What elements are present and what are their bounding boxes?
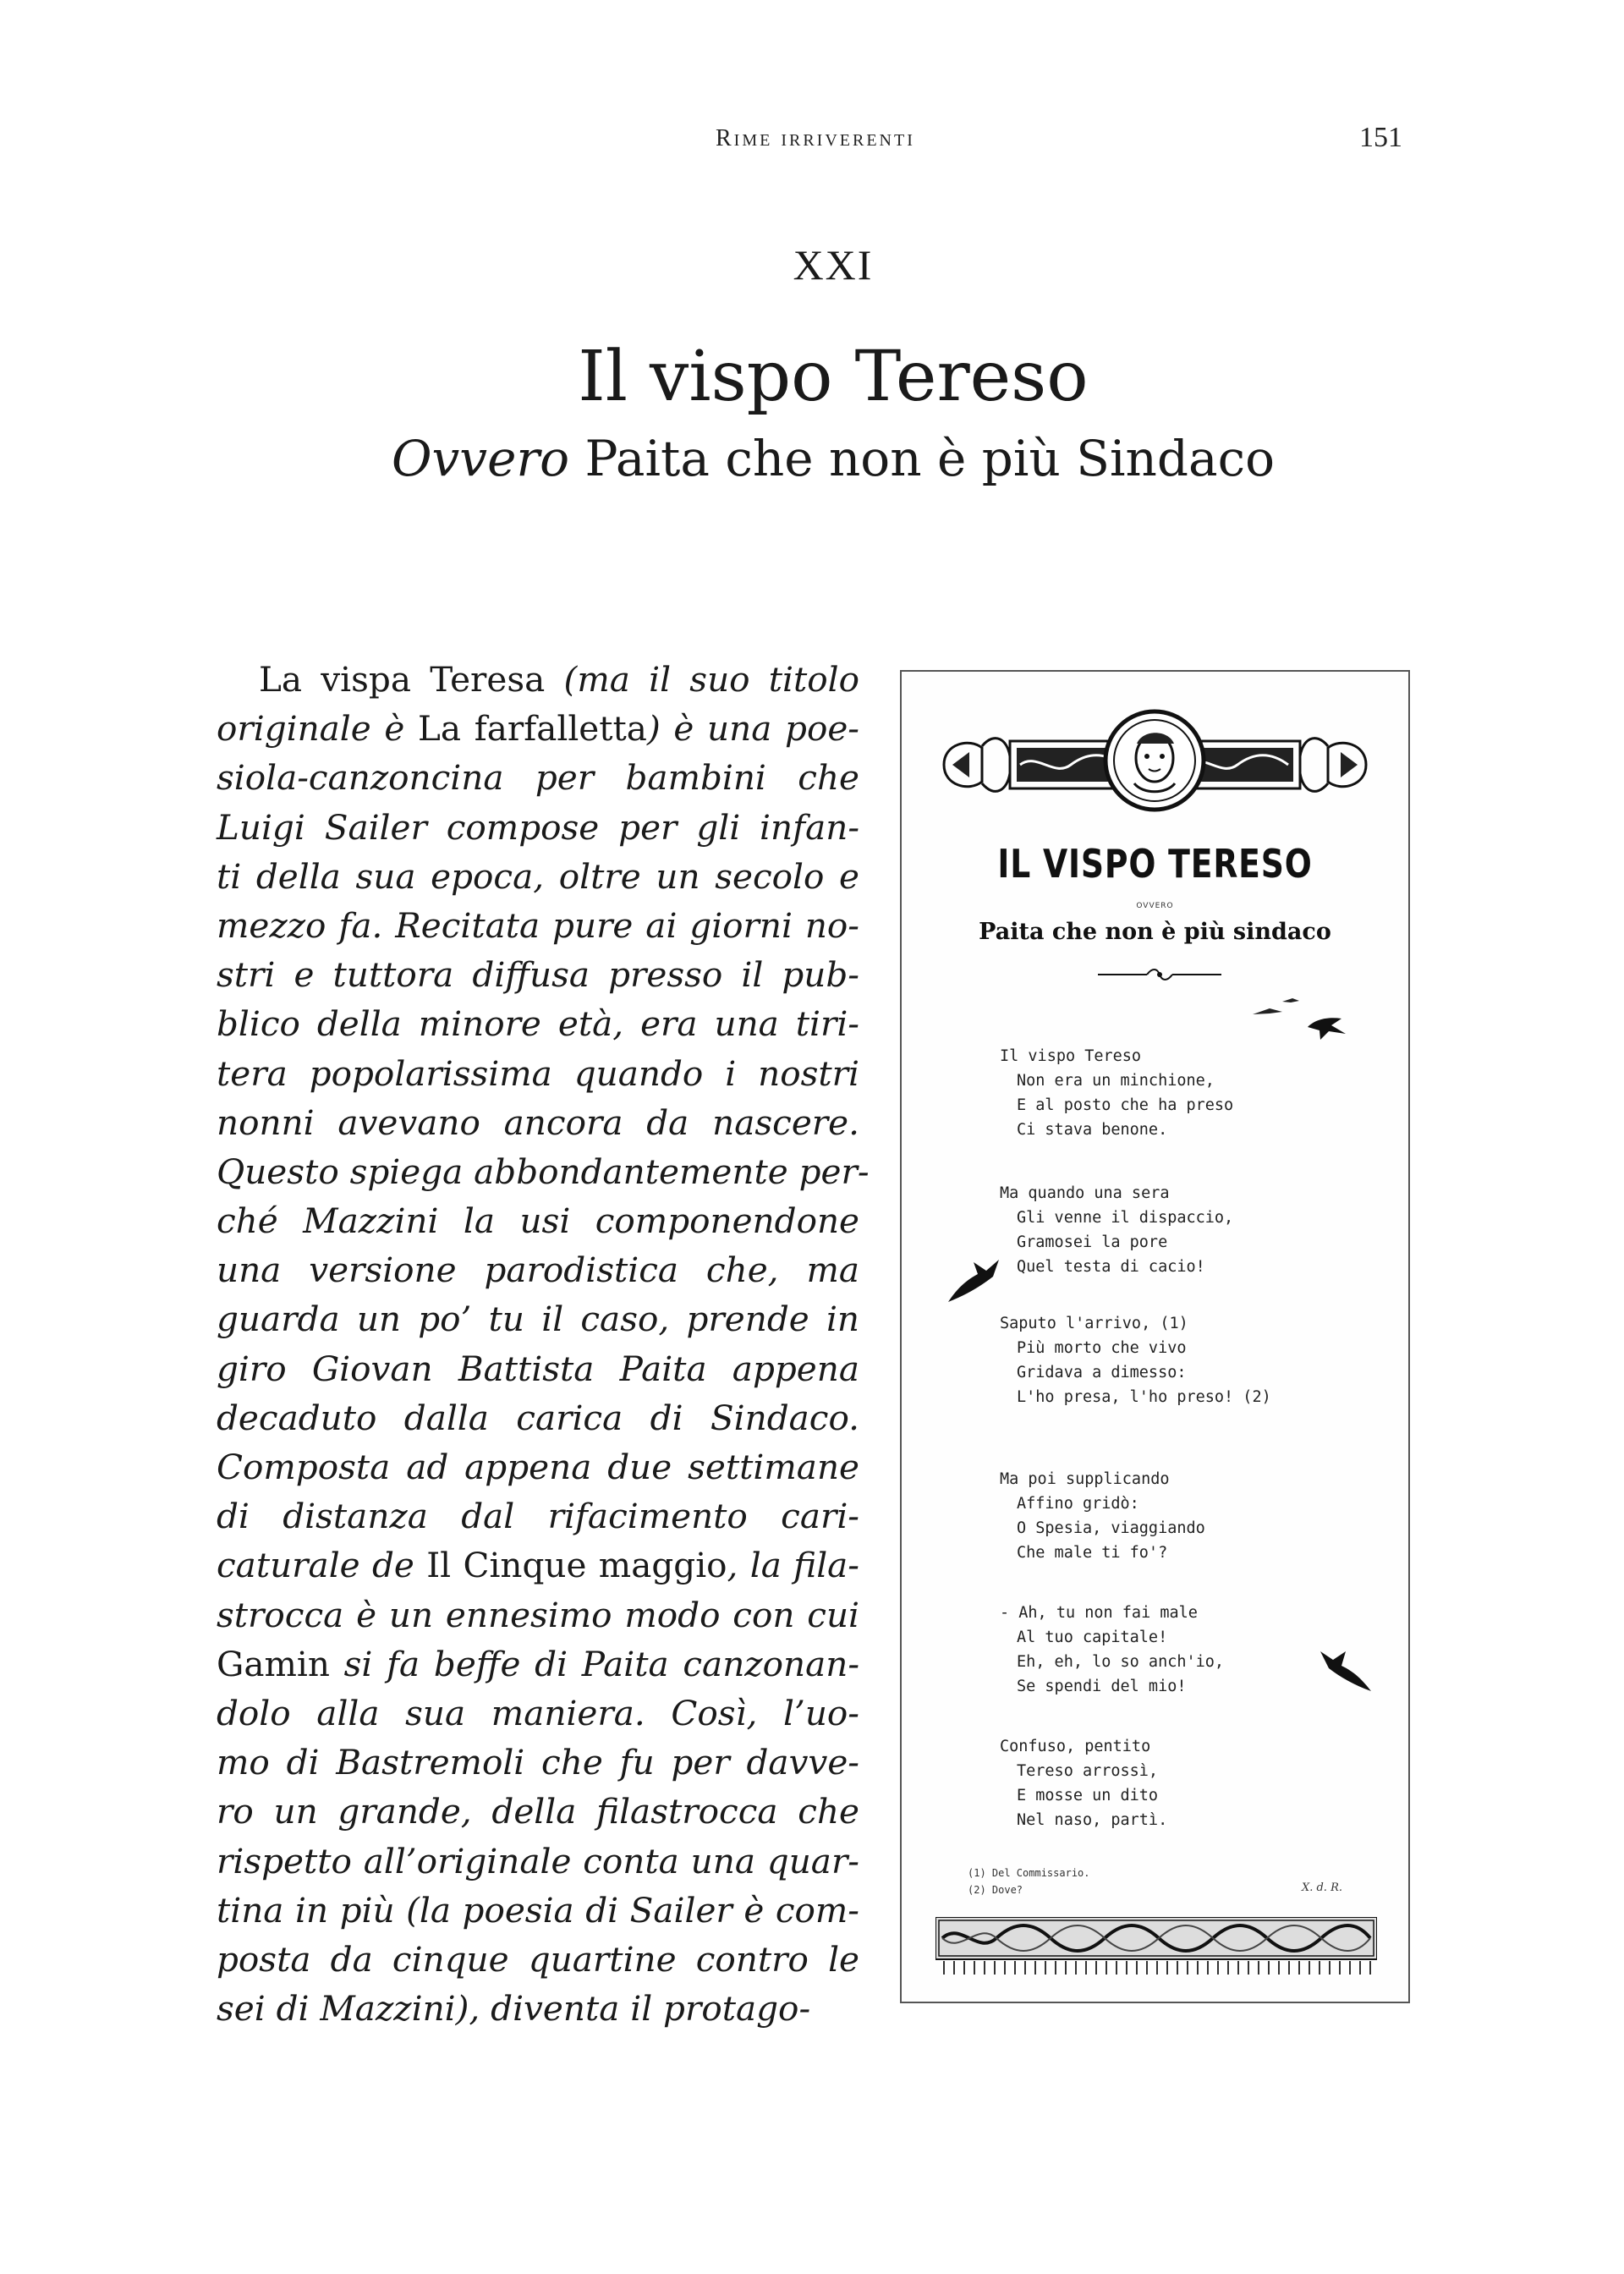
poem-line: - Ah, tu non fai male xyxy=(1000,1604,1198,1622)
illustration-signature: X. d. R. xyxy=(1301,1881,1342,1894)
subtitle-text: Paita che non è più Sindaco xyxy=(569,430,1275,487)
italic-text: si fa beffe di Paita canzonan- xyxy=(343,1643,859,1684)
italic-text: tera popolarissima quando i nostri xyxy=(217,1052,859,1094)
chapter-number: XXI xyxy=(793,241,874,288)
divider-ornament-icon xyxy=(1096,968,1223,981)
poem-stanza xyxy=(1000,1467,1205,1565)
poem-line: Ci stava benone. xyxy=(1017,1121,1168,1139)
page-number: 151 xyxy=(1359,122,1402,153)
body-line xyxy=(217,1590,859,1640)
poem-stanza xyxy=(1000,1311,1271,1409)
roman-text: Il Cinque maggio xyxy=(426,1545,727,1586)
italic-text: mo di Bastremoli che fu per davve- xyxy=(217,1742,859,1783)
italic-text: caturale de xyxy=(217,1545,427,1586)
body-line xyxy=(217,753,859,802)
poem-line: Gramosei la pore xyxy=(1017,1233,1168,1251)
body-line xyxy=(217,1541,859,1590)
body-line xyxy=(217,1442,859,1491)
italic-text: stri e tuttora diffusa presso il pub- xyxy=(217,954,859,996)
swallows-icon xyxy=(1248,993,1350,1044)
roman-text: La farfalletta xyxy=(418,708,647,750)
body-line xyxy=(217,1935,859,1984)
ornament-header-icon xyxy=(935,706,1374,816)
poem-line: Quel testa di cacio! xyxy=(1017,1258,1205,1276)
poem-line: Eh, eh, lo so anch'io, xyxy=(1017,1653,1225,1671)
body-line xyxy=(217,1147,870,1196)
italic-text: ti della sua epoca, oltre un secolo e xyxy=(217,855,859,897)
body-line xyxy=(217,704,859,753)
body-line xyxy=(217,1294,859,1343)
poem-line: Se spendi del mio! xyxy=(1017,1678,1187,1695)
poem-line: Gli venne il dispaccio, xyxy=(1017,1209,1234,1227)
poem-line: Più morto che vivo xyxy=(1017,1339,1187,1357)
chapter-title: Il vispo Tereso xyxy=(578,337,1089,417)
italic-text: strocca è un ennesimo modo con cui xyxy=(217,1594,859,1635)
body-line xyxy=(217,901,859,950)
poem-line: Affino gridò: xyxy=(1017,1495,1139,1513)
poem-line: Non era un minchione, xyxy=(1017,1072,1215,1090)
body-line xyxy=(217,655,859,704)
illustration-title: IL VISPO TERESO xyxy=(997,841,1313,887)
body-line xyxy=(217,1196,859,1245)
italic-text: Questo spiega abbondantemente per- xyxy=(217,1151,870,1192)
running-head: Rime irriverenti xyxy=(716,125,915,151)
poem-stanza xyxy=(1000,1601,1224,1699)
body-line xyxy=(217,803,859,852)
body-line xyxy=(217,1837,859,1886)
italic-text: Composta ad appena due settimane xyxy=(217,1447,859,1487)
poem-line: Ma quando una sera xyxy=(1000,1184,1170,1202)
subtitle-ovvero: Ovvero xyxy=(391,430,570,487)
body-line xyxy=(217,1689,859,1738)
poem-line: Confuso, pentito xyxy=(1000,1738,1151,1755)
body-line xyxy=(217,1787,859,1836)
body-line xyxy=(217,1491,859,1541)
italic-text: siola-canzoncina per bambini che xyxy=(217,757,859,799)
italic-text: mezzo fa. Recitata pure ai giorni no- xyxy=(217,904,859,946)
swallow-right-icon xyxy=(1316,1645,1375,1695)
body-line xyxy=(217,950,859,999)
italic-text: nonni avevano ancora da nascere. xyxy=(217,1101,859,1143)
italic-text: ché Mazzini la usi componendone xyxy=(217,1200,859,1242)
illustration-notes xyxy=(968,1865,1357,1898)
italic-text: una versione parodistica che, ma xyxy=(217,1250,859,1291)
body-line xyxy=(217,1738,859,1787)
poem-line: Al tuo capitale! xyxy=(1017,1629,1168,1646)
poem-line: Gridava a dimesso: xyxy=(1017,1364,1187,1381)
poem-line: O Spesia, viaggiando xyxy=(1017,1519,1205,1537)
poem-line: Il vispo Tereso xyxy=(1000,1047,1142,1065)
italic-text: , la fila- xyxy=(727,1545,859,1586)
roman-text: Gamin xyxy=(217,1643,344,1684)
poem-line: Che male ti fo'? xyxy=(1017,1544,1168,1562)
italic-text: originale è xyxy=(217,708,419,750)
roman-text: La vispa Teresa xyxy=(259,659,564,700)
italic-text: guarda un po’ tu il caso, prende in xyxy=(217,1299,859,1340)
footnote: (2) Dove? xyxy=(968,1884,1023,1896)
chapter-subtitle xyxy=(0,430,1624,487)
poem-line: Tereso arrossì, xyxy=(1017,1762,1159,1780)
poem-line: Nel naso, partì. xyxy=(1017,1811,1168,1829)
body-line xyxy=(217,852,859,901)
italic-text: blico della minore età, era una tiri- xyxy=(217,1003,859,1045)
body-line xyxy=(217,1984,859,2033)
poem-line: L'ho presa, l'ho preso! (2) xyxy=(1017,1388,1271,1406)
italic-text: dolo alla sua maniera. Così, l’uo- xyxy=(217,1692,859,1733)
illustration xyxy=(900,670,1410,2003)
italic-text: decaduto dalla carica di Sindaco. xyxy=(217,1397,859,1438)
italic-text: sei di Mazzini), diventa il protago- xyxy=(217,1988,811,2030)
italic-text: ro un grande, della filastrocca che xyxy=(217,1791,859,1832)
body-line xyxy=(217,1393,859,1442)
poem-line: E mosse un dito xyxy=(1017,1787,1159,1804)
swallow-left-icon xyxy=(944,1255,1003,1306)
body-line xyxy=(217,1886,859,1935)
frieze-ornament-icon xyxy=(935,1917,1377,1976)
italic-text: di distanza dal rifacimento cari- xyxy=(217,1496,859,1537)
poem-line: Saputo l'arrivo, (1) xyxy=(1000,1315,1188,1332)
italic-text: Luigi Sailer compose per gli infan- xyxy=(217,806,859,848)
body-line xyxy=(217,1640,859,1689)
italic-text: tina in più (la poesia di Sailer è com- xyxy=(217,1889,859,1931)
body-line xyxy=(217,1344,859,1393)
italic-text: giro Giovan Battista Paita appena xyxy=(217,1348,859,1389)
italic-text: ) è una poe- xyxy=(646,708,859,750)
illustration-ovvero: OVVERO xyxy=(1136,902,1174,910)
poem-stanza xyxy=(1000,1181,1233,1279)
body-line xyxy=(217,1245,859,1294)
italic-text: posta da cinque quartine contro le xyxy=(217,1938,859,1980)
poem-stanza xyxy=(1000,1734,1167,1832)
illustration-subtitle: Paita che non è più sindaco xyxy=(979,919,1331,945)
poem-line: Ma poi supplicando xyxy=(1000,1470,1170,1488)
body-line xyxy=(217,1098,859,1147)
body-text xyxy=(217,655,870,2033)
body-line xyxy=(217,999,859,1048)
poem-stanza xyxy=(1000,1044,1233,1142)
poem-line: E al posto che ha preso xyxy=(1017,1096,1234,1114)
italic-text: rispetto all’originale conta una quar- xyxy=(217,1840,859,1881)
body-line xyxy=(217,1049,859,1098)
italic-text: (ma il suo titolo xyxy=(563,659,859,700)
footnote: (1) Del Commissario. xyxy=(968,1867,1090,1879)
